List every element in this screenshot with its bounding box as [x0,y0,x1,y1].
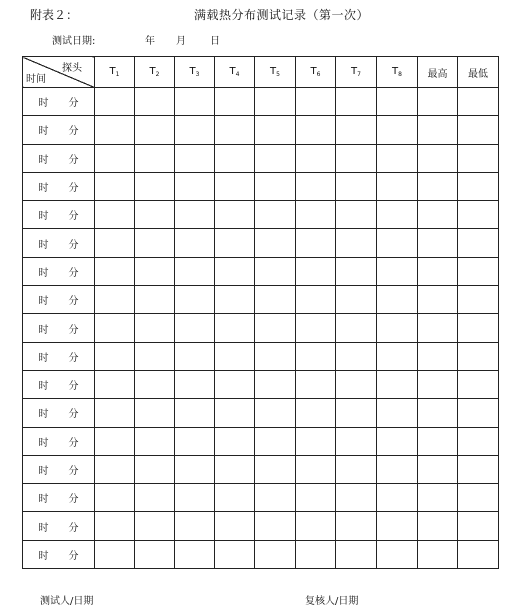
data-cell[interactable] [296,144,336,172]
checker-signature-label: 复核人/日期 [305,596,359,607]
data-cell[interactable] [296,455,336,483]
data-cell[interactable] [377,455,418,483]
data-cell[interactable] [418,286,458,314]
data-cell[interactable] [135,116,175,144]
hour-label: 时 [38,381,49,393]
data-cell[interactable] [95,286,135,314]
minute-label: 分 [68,437,79,449]
time-cell [23,229,95,257]
table-row [23,455,499,483]
data-cell[interactable] [135,370,175,398]
data-cell[interactable] [135,201,175,229]
probe-column-header [95,57,135,88]
data-cell[interactable] [377,314,418,342]
data-cell[interactable] [215,116,255,144]
data-cell[interactable] [95,201,135,229]
data-cell[interactable] [255,484,296,512]
data-cell[interactable] [296,88,336,116]
probe-column-header [175,57,215,88]
probe-label: $T_3$ [189,66,200,78]
data-cell[interactable] [175,455,215,483]
data-cell[interactable] [377,88,418,116]
data-cell[interactable] [418,116,458,144]
data-cell[interactable] [175,399,215,427]
date-month-label: 月 [176,36,186,47]
probe-label: $T_4$ [229,66,240,78]
minute-label: 分 [68,98,79,110]
data-cell[interactable] [418,370,458,398]
data-cell[interactable] [95,342,135,370]
data-cell[interactable] [377,399,418,427]
data-cell[interactable] [418,229,458,257]
data-cell[interactable] [135,257,175,285]
data-cell[interactable] [458,540,499,568]
data-cell[interactable] [296,342,336,370]
data-cell[interactable] [95,229,135,257]
table-row [23,427,499,455]
data-cell[interactable] [95,427,135,455]
time-cell [23,540,95,568]
time-cell [23,116,95,144]
data-cell[interactable] [458,201,499,229]
probe-label: $T_5$ [270,66,280,78]
data-cell[interactable] [255,172,296,200]
date-day-label: 日 [210,36,220,47]
probe-column-header [215,57,255,88]
data-cell[interactable] [458,455,499,483]
data-cell[interactable] [336,540,377,568]
data-cell[interactable] [296,512,336,540]
data-cell[interactable] [175,257,215,285]
test-date-label: 测试日期: [52,36,96,47]
data-cell[interactable] [135,455,175,483]
table-row [23,257,499,285]
data-cell[interactable] [95,88,135,116]
hour-label: 时 [38,550,49,562]
data-cell[interactable] [175,512,215,540]
minute-label: 分 [68,550,79,562]
table-row [23,399,499,427]
probe-column-header [377,57,418,88]
minute-label: 分 [68,352,79,364]
data-cell[interactable] [135,144,175,172]
data-cell[interactable] [175,370,215,398]
data-cell[interactable] [336,201,377,229]
data-cell[interactable] [215,512,255,540]
data-cell[interactable] [418,257,458,285]
minute-label: 分 [68,154,79,166]
table-row [23,144,499,172]
data-cell[interactable] [95,370,135,398]
date-year-label: 年 [145,36,155,47]
table-row [23,88,499,116]
data-cell[interactable] [215,88,255,116]
data-cell[interactable] [135,512,175,540]
data-cell[interactable] [95,540,135,568]
data-cell[interactable] [296,427,336,455]
hour-label: 时 [38,466,49,477]
data-cell[interactable] [135,540,175,568]
data-cell[interactable] [135,88,175,116]
data-cell[interactable] [255,229,296,257]
data-cell[interactable] [336,286,377,314]
data-cell[interactable] [458,399,499,427]
time-cell [23,370,95,398]
data-cell[interactable] [377,286,418,314]
data-cell[interactable] [255,88,296,116]
hour-label: 时 [38,324,49,336]
probe-column-header [336,57,377,88]
data-cell[interactable] [255,342,296,370]
minute-label: 分 [68,211,79,223]
min-column-header: 最低 [458,57,499,88]
data-cell[interactable] [175,540,215,568]
minute-label: 分 [68,324,79,336]
data-cell[interactable] [95,314,135,342]
data-cell[interactable] [175,88,215,116]
data-cell[interactable] [458,512,499,540]
data-cell[interactable] [418,144,458,172]
data-cell[interactable] [135,314,175,342]
data-cell[interactable] [458,116,499,144]
time-cell [23,88,95,116]
data-cell[interactable] [175,342,215,370]
data-cell[interactable] [418,455,458,483]
table-row [23,540,499,568]
data-cell[interactable] [296,370,336,398]
data-cell[interactable] [95,399,135,427]
corner-header-cell [23,57,95,88]
data-cell[interactable] [458,286,499,314]
data-cell[interactable] [336,88,377,116]
time-cell [23,512,95,540]
data-cell[interactable] [418,342,458,370]
time-cell [23,314,95,342]
data-cell[interactable] [418,88,458,116]
data-cell[interactable] [135,342,175,370]
data-cell[interactable] [458,88,499,116]
data-cell[interactable] [418,172,458,200]
hour-label: 时 [38,126,49,138]
hour-label: 时 [38,409,49,421]
data-cell[interactable] [255,455,296,483]
data-cell[interactable] [418,201,458,229]
data-cell[interactable] [418,512,458,540]
time-cell [23,484,95,512]
data-cell[interactable] [336,484,377,512]
max-column-header: 最高 [418,57,458,88]
data-cell[interactable] [296,116,336,144]
time-cell [23,427,95,455]
data-cell[interactable] [255,427,296,455]
data-cell[interactable] [377,427,418,455]
data-cell[interactable] [135,427,175,455]
data-cell[interactable] [215,229,255,257]
data-cell[interactable] [175,116,215,144]
data-cell[interactable] [458,144,499,172]
data-cell[interactable] [215,342,255,370]
data-cell[interactable] [458,370,499,398]
data-cell[interactable] [135,484,175,512]
probe-header-label: 探头 [62,63,82,74]
probe-label: $T_6$ [310,66,321,78]
table-body [23,88,499,569]
hour-label: 时 [38,154,49,166]
data-cell[interactable] [135,399,175,427]
data-cell[interactable] [95,172,135,200]
data-cell[interactable] [175,484,215,512]
data-cell[interactable] [296,286,336,314]
data-cell[interactable] [336,144,377,172]
data-cell[interactable] [336,342,377,370]
minute-label: 分 [68,183,79,195]
time-cell [23,257,95,285]
time-cell [23,172,95,200]
data-cell[interactable] [215,257,255,285]
time-cell [23,144,95,172]
time-cell [23,399,95,427]
appendix-label: 附表２： [30,8,79,22]
minute-label: 分 [68,239,79,251]
data-cell[interactable] [95,455,135,483]
data-cell[interactable] [215,484,255,512]
data-cell[interactable] [377,144,418,172]
data-cell[interactable] [135,172,175,200]
data-cell[interactable] [458,314,499,342]
data-cell[interactable] [377,484,418,512]
data-cell[interactable] [377,257,418,285]
data-cell[interactable] [255,370,296,398]
data-cell[interactable] [215,314,255,342]
data-cell[interactable] [418,540,458,568]
table-row [23,172,499,200]
data-cell[interactable] [336,314,377,342]
data-cell[interactable] [255,144,296,172]
data-cell[interactable] [458,342,499,370]
hour-label: 时 [38,98,49,110]
data-cell[interactable] [175,144,215,172]
data-cell[interactable] [377,512,418,540]
data-cell[interactable] [377,116,418,144]
table-row [23,342,499,370]
data-cell[interactable] [418,399,458,427]
data-cell[interactable] [175,314,215,342]
data-cell[interactable] [95,257,135,285]
data-cell[interactable] [336,229,377,257]
data-cell[interactable] [458,172,499,200]
table-row [23,314,499,342]
hour-label: 时 [38,522,49,534]
data-cell[interactable] [296,314,336,342]
data-cell[interactable] [255,257,296,285]
minute-label: 分 [68,126,79,138]
minute-label: 分 [68,522,79,534]
data-cell[interactable] [215,370,255,398]
data-cell[interactable] [175,172,215,200]
minute-label: 分 [68,267,79,279]
time-cell [23,201,95,229]
probe-label: $T_1$ [109,66,120,78]
hour-label: 时 [38,437,49,449]
minute-label: 分 [68,296,79,308]
data-cell[interactable] [336,116,377,144]
data-cell[interactable] [377,201,418,229]
data-cell[interactable] [95,512,135,540]
table-row [23,201,499,229]
probe-label: $T_2$ [149,66,160,78]
data-cell[interactable] [215,455,255,483]
probe-label: $T_7$ [351,66,361,78]
data-cell[interactable] [458,427,499,455]
minute-label: 分 [68,466,79,477]
data-cell[interactable] [377,172,418,200]
data-cell[interactable] [296,257,336,285]
data-cell[interactable] [418,427,458,455]
time-cell [23,342,95,370]
data-cell[interactable] [418,484,458,512]
data-cell[interactable] [215,286,255,314]
data-cell[interactable] [215,399,255,427]
hour-label: 时 [38,352,49,364]
data-cell[interactable] [377,342,418,370]
data-cell[interactable] [135,229,175,257]
data-cell[interactable] [336,257,377,285]
data-cell[interactable] [175,427,215,455]
data-cell[interactable] [255,512,296,540]
probe-column-header [135,57,175,88]
data-cell[interactable] [458,229,499,257]
data-cell[interactable] [255,540,296,568]
data-cell[interactable] [95,484,135,512]
data-cell[interactable] [377,370,418,398]
data-cell[interactable] [458,484,499,512]
data-cell[interactable] [215,144,255,172]
hour-label: 时 [38,267,49,279]
data-cell[interactable] [336,399,377,427]
table-row [23,370,499,398]
data-cell[interactable] [458,257,499,285]
data-cell[interactable] [296,201,336,229]
data-cell[interactable] [377,540,418,568]
time-cell [23,455,95,483]
data-cell[interactable] [215,427,255,455]
hour-label: 时 [38,183,49,195]
data-cell[interactable] [175,286,215,314]
table-row [23,229,499,257]
page-title: 满载热分布测试记录（第一次） [194,8,370,22]
data-cell[interactable] [95,116,135,144]
hour-label: 时 [38,211,49,223]
hour-label: 时 [38,296,49,308]
data-cell[interactable] [418,314,458,342]
table-header-row [23,57,499,88]
data-cell[interactable] [296,172,336,200]
data-cell[interactable] [296,399,336,427]
minute-label: 分 [68,494,79,506]
data-cell[interactable] [336,455,377,483]
table-row [23,484,499,512]
data-cell[interactable] [95,144,135,172]
probe-column-header [255,57,296,88]
data-cell[interactable] [135,286,175,314]
data-cell[interactable] [215,172,255,200]
data-cell[interactable] [215,540,255,568]
data-cell[interactable] [296,229,336,257]
data-cell[interactable] [336,427,377,455]
time-cell [23,286,95,314]
table-row [23,116,499,144]
data-cell[interactable] [255,116,296,144]
data-cell[interactable] [336,512,377,540]
table-row [23,286,499,314]
data-cell[interactable] [215,201,255,229]
data-cell[interactable] [255,286,296,314]
probe-label: $T_8$ [392,66,402,78]
heat-distribution-table [22,56,499,569]
data-cell[interactable] [336,370,377,398]
data-cell[interactable] [296,540,336,568]
minute-label: 分 [68,409,79,421]
data-cell[interactable] [377,229,418,257]
data-cell[interactable] [255,314,296,342]
data-cell[interactable] [296,484,336,512]
data-cell[interactable] [336,172,377,200]
table-row [23,512,499,540]
tester-signature-label: 测试人/日期 [40,596,94,607]
hour-label: 时 [38,494,49,506]
data-cell[interactable] [175,201,215,229]
data-cell[interactable] [255,201,296,229]
probe-column-header [296,57,336,88]
data-cell[interactable] [255,399,296,427]
minute-label: 分 [68,381,79,393]
hour-label: 时 [38,239,49,251]
time-header-label: 时间 [26,74,46,85]
data-cell[interactable] [175,229,215,257]
